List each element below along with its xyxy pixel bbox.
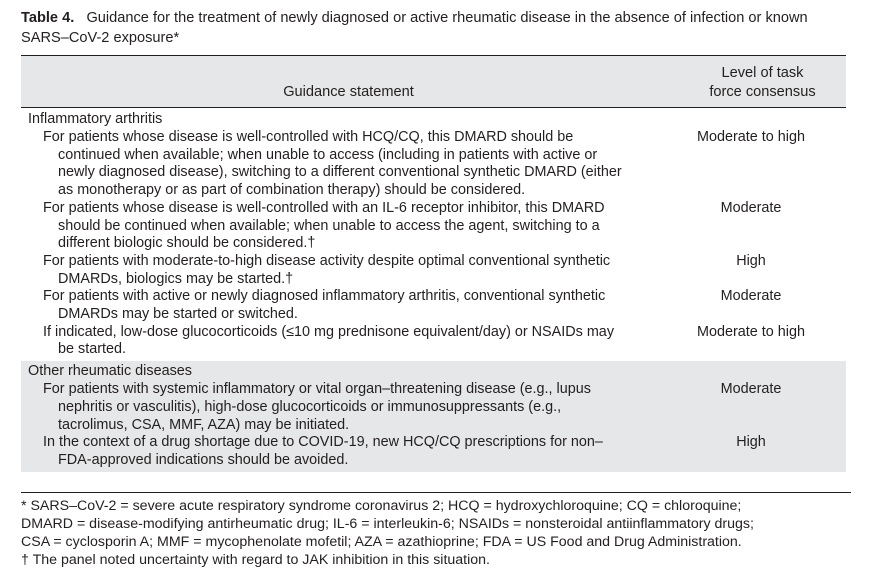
statement-line: tacrolimus, CSA, MMF, AZA) may be initiated.: [58, 416, 350, 433]
guidance-table: [21, 55, 846, 472]
statement-line: as monotherapy or as part of combination therapy) should be considered.: [58, 182, 526, 199]
header-statement: Guidance statement: [283, 84, 414, 100]
footnote-line: DMARD = disease-modifying antirheumatic drug; IL-6 = interleukin-6; NSAIDs = nonsteroidal antiinflammatory drugs;: [21, 516, 754, 532]
statement-line: nephritis or vasculitis), high-dose glucocorticoids or immunosuppressants (e.g.,: [58, 398, 562, 415]
consensus-level: Moderate: [720, 199, 782, 216]
header-consensus-line1: Level of task: [721, 65, 804, 81]
section-title: Inflammatory arthritis: [28, 111, 163, 127]
table-footnotes: [21, 492, 851, 569]
guidance-statement: [21, 288, 643, 323]
consensus-level: Moderate to high: [696, 129, 805, 145]
table-label: Table 4.: [21, 10, 75, 26]
consensus-level: Moderate: [720, 288, 782, 305]
statement-line: For patients with systemic inflammatory or vital organ–threatening disease (e.g., lupus: [43, 381, 591, 398]
statement-line: different biologic should be considered.†: [58, 235, 316, 252]
table-row: [21, 253, 846, 288]
consensus-level: High: [736, 434, 766, 451]
statement-line: should be continued when available; when unable to access the agent, switching to a: [58, 217, 600, 234]
guidance-statement: [21, 434, 643, 469]
table-row: [21, 129, 846, 200]
statement-line: DMARDs may be started or switched.: [58, 306, 298, 323]
header-consensus: [682, 64, 843, 102]
consensus-level: Moderate to high: [696, 323, 805, 340]
statement-line: If indicated, low-dose glucocorticoids (≤10 mg prednisone equivalent/day) or NSAIDs may: [43, 323, 615, 340]
guidance-statement: [21, 381, 643, 434]
table-title: Guidance for the treatment of newly diagnosed or active rheumatic disease in the absence of infection or known SARS–CoV-2 exposure*: [21, 10, 808, 46]
table-row: [21, 434, 846, 469]
statement-line: For patients with moderate-to-high disease activity despite optimal conventional synthetic: [43, 252, 611, 269]
section-title: Other rheumatic diseases: [28, 363, 192, 380]
section-inflammatory-arthritis: [21, 108, 846, 361]
statement-line: FDA-approved indications should be avoided.: [58, 451, 349, 468]
table-caption: [21, 8, 856, 48]
statement-line: DMARDs, biologics may be started.†: [58, 270, 294, 287]
consensus-level: High: [736, 252, 766, 269]
table-row: [21, 200, 846, 253]
guidance-statement: [21, 129, 643, 200]
statement-line: In the context of a drug shortage due to COVID-19, new HCQ/CQ prescriptions for non–: [43, 434, 603, 451]
statement-line: be started.: [58, 341, 126, 358]
footnote-line: † The panel noted uncertainty with regard to JAK inhibition in this situation.: [21, 552, 490, 568]
table-header: [21, 56, 846, 108]
statement-line: newly diagnosed disease), switching to a different conventional synthetic DMARD (either: [58, 164, 622, 181]
guidance-statement: [21, 253, 643, 288]
table-row: [21, 324, 846, 361]
statement-line: For patients whose disease is well-controlled with HCQ/CQ, this DMARD should be: [43, 129, 574, 145]
section-other-rheumatic-diseases: [21, 361, 846, 472]
header-consensus-line2: force consensus: [709, 84, 816, 100]
footnote-line: * SARS–CoV-2 = severe acute respiratory syndrome coronavirus 2; HCQ = hydroxychloroquine; CQ = chloroquine;: [21, 498, 742, 514]
statement-line: For patients with active or newly diagnosed inflammatory arthritis, conventional synthetic: [43, 288, 606, 305]
table-row: [21, 288, 846, 323]
statement-line: For patients whose disease is well-controlled with an IL-6 receptor inhibitor, this DMARD: [43, 199, 605, 216]
table-row: [21, 381, 846, 434]
footnote-line: CSA = cyclosporin A; MMF = mycophenolate mofetil; AZA = azathioprine; FDA = US Food and Drug Administration.: [21, 534, 742, 550]
guidance-statement: [21, 324, 643, 359]
statement-line: continued when available; when unable to access (including in patients with active or: [58, 146, 598, 163]
consensus-level: Moderate: [720, 381, 782, 398]
guidance-statement: [21, 200, 643, 253]
